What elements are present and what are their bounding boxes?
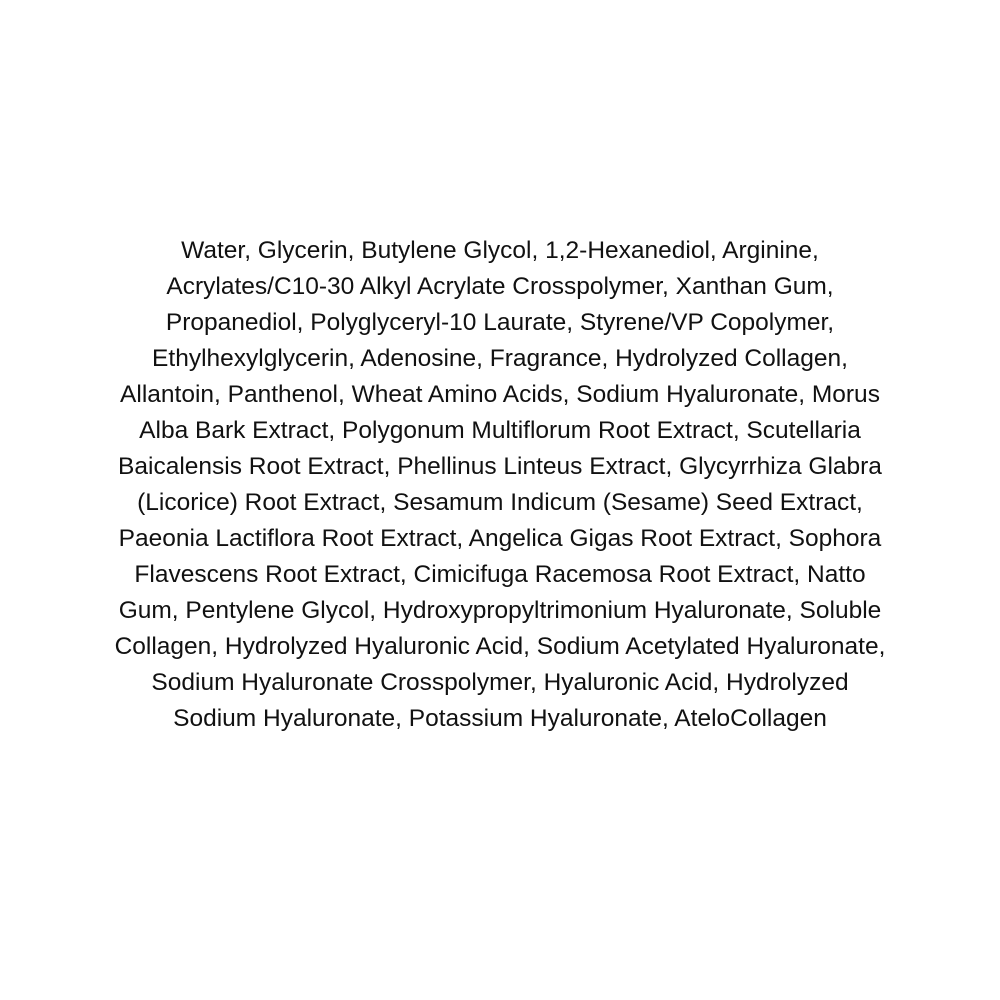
ingredient-line: Gum, Pentylene Glycol, Hydroxypropyltrimonium Hyaluronate, Soluble <box>118 597 882 624</box>
ingredient-line: Flavescens Root Extract, Cimicifuga Racemosa Root Extract, Natto <box>134 561 866 588</box>
ingredient-line: Paeonia Lactiflora Root Extract, Angelica Gigas Root Extract, Sophora <box>118 525 882 552</box>
ingredient-line: Ethylhexylglycerin, Adenosine, Fragrance, Hydrolyzed Collagen, <box>152 345 848 372</box>
ingredient-line: Propanediol, Polyglyceryl-10 Laurate, Styrene/VP Copolymer, <box>165 309 835 336</box>
ingredient-line: Baicalensis Root Extract, Phellinus Linteus Extract, Glycyrrhiza Glabra <box>118 453 882 480</box>
ingredient-line: Sodium Hyaluronate Crosspolymer, Hyaluronic Acid, Hydrolyzed <box>151 669 849 696</box>
ingredient-line: Water, Glycerin, Butylene Glycol, 1,2-Hexanediol, Arginine, <box>181 237 819 264</box>
ingredient-list <box>0 233 1000 737</box>
ingredient-line: Sodium Hyaluronate, Potassium Hyaluronate, AteloCollagen <box>173 705 827 732</box>
ingredient-line: Allantoin, Panthenol, Wheat Amino Acids, Sodium Hyaluronate, Morus <box>120 381 880 408</box>
ingredient-line: Collagen, Hydrolyzed Hyaluronic Acid, Sodium Acetylated Hyaluronate, <box>114 633 886 660</box>
ingredient-line: Alba Bark Extract, Polygonum Multiflorum Root Extract, Scutellaria <box>139 417 861 444</box>
ingredient-line: Acrylates/C10-30 Alkyl Acrylate Crosspolymer, Xanthan Gum, <box>166 273 834 300</box>
ingredient-line: (Licorice) Root Extract, Sesamum Indicum (Sesame) Seed Extract, <box>137 489 863 516</box>
